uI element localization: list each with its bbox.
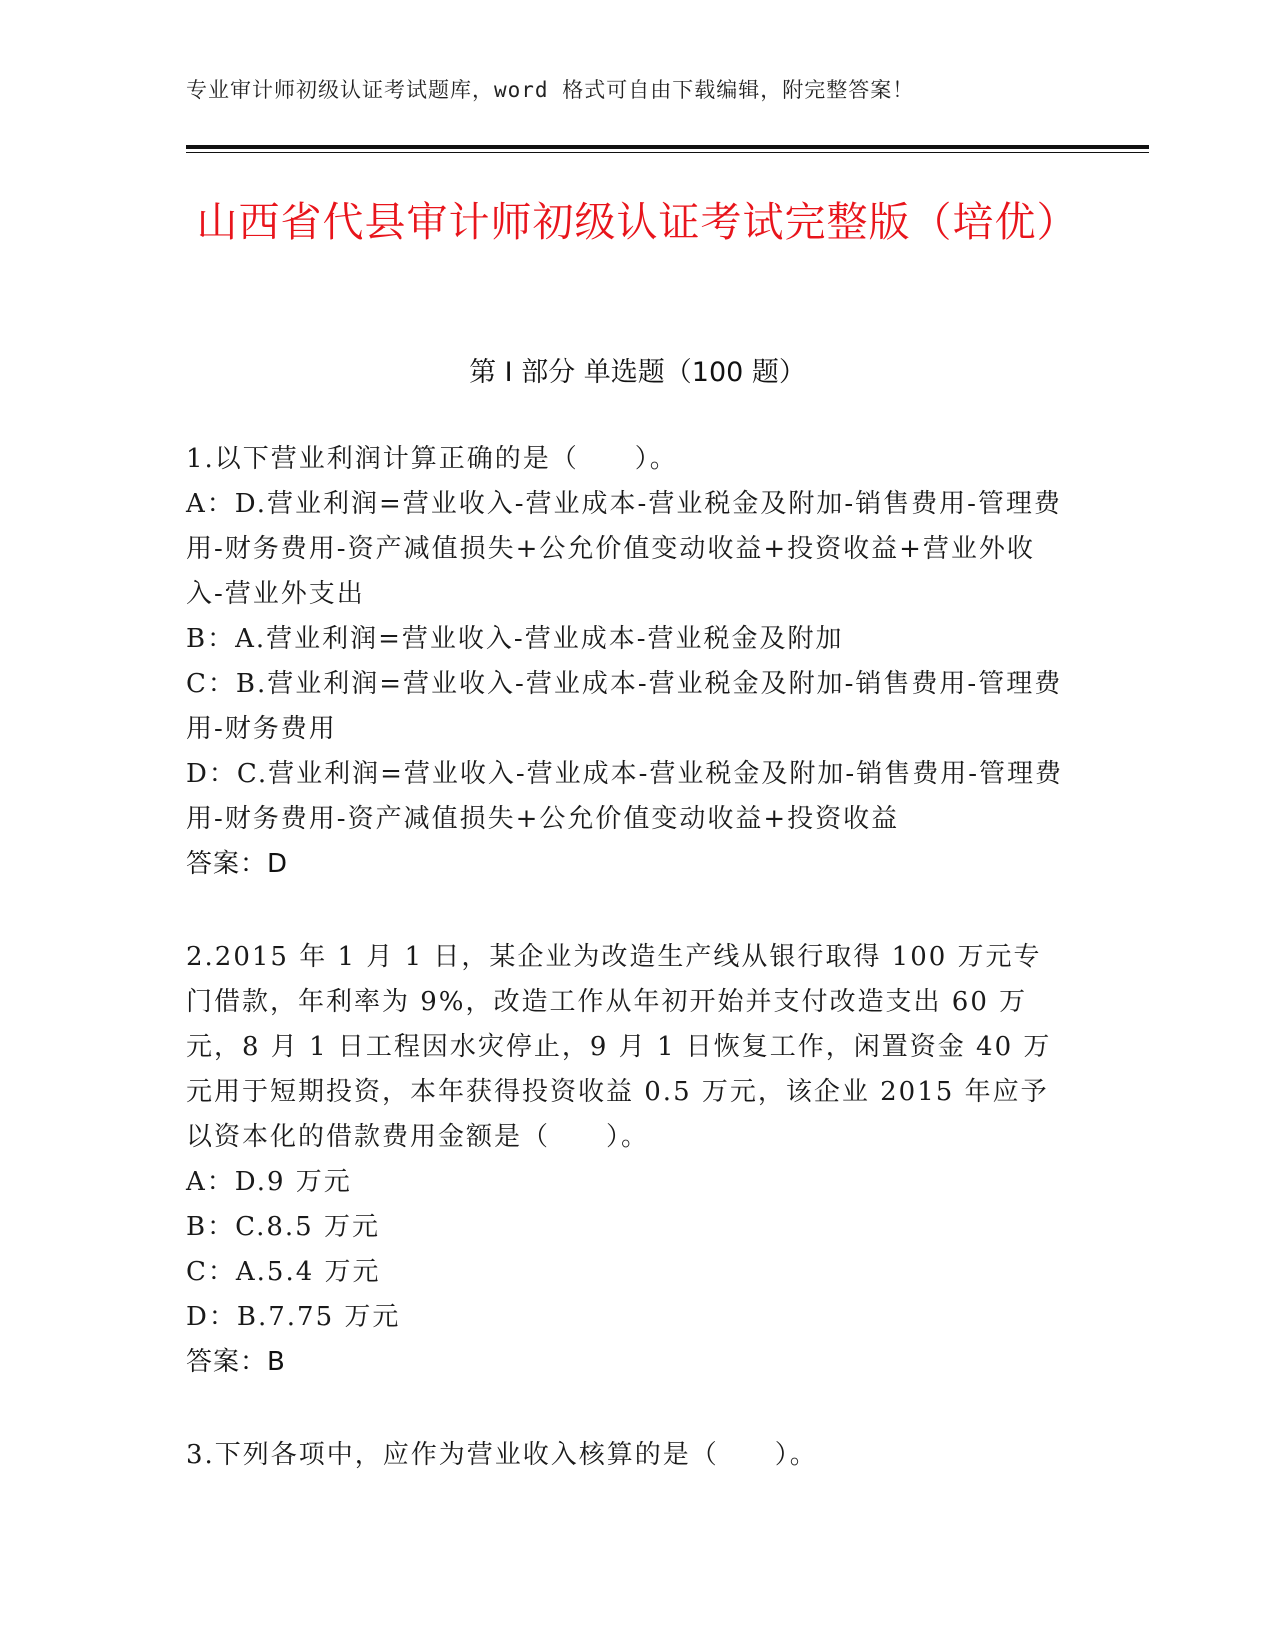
option-d: D：C.营业利润=营业收入-营业成本-营业税金及附加-销售费用-管理费用-财务费用-资产减值损失+公允价值变动收益+投资收益 — [186, 759, 1064, 834]
option-d: D：B.7.75 万元 — [186, 1302, 401, 1332]
option-b: B：C.8.5 万元 — [186, 1212, 380, 1242]
option-a: A：D.9 万元 — [186, 1167, 352, 1197]
document-title: 山西省代县审计师初级认证考试完整版（培优） — [196, 198, 1079, 246]
question-stem: 3.下列各项中，应作为营业收入核算的是（ ）。 — [186, 1440, 818, 1470]
answer-label: 答案：D — [186, 849, 289, 879]
question-3 — [186, 1433, 1066, 1478]
question-list — [186, 437, 1066, 1526]
question-1 — [186, 437, 1066, 887]
section-heading: 第 I 部分 单选题（100 题） — [469, 357, 806, 388]
header-note: 专业审计师初级认证考试题库，word 格式可自由下载编辑，附完整答案！ — [186, 78, 915, 102]
header-divider-thin — [186, 152, 1149, 153]
answer-label: 答案：B — [186, 1347, 286, 1377]
option-a: A：D.营业利润=营业收入-营业成本-营业税金及附加-销售费用-管理费用-财务费用-资产减值损失+公允价值变动收益+投资收益+营业外收入-营业外支出 — [186, 489, 1062, 609]
header-divider — [186, 145, 1149, 149]
question-stem: 2.2015 年 1 月 1 日，某企业为改造生产线从银行取得 100 万元专门借款，年利率为 9%，改造工作从年初开始并支付改造支出 60 万元，8 月 1 日工程因水灾停止，9 月 1 日恢复工作，闲置资金 40 万元用于短期投资，本年获得投资收益 0.5 万元，该企业 2015 年应予以资本化的借款费用金额是（ ）。 — [186, 942, 1052, 1152]
question-2 — [186, 935, 1066, 1385]
option-c: C：A.5.4 万元 — [186, 1257, 381, 1287]
question-stem: 1.以下营业利润计算正确的是（ ）。 — [186, 444, 678, 474]
option-b: B：A.营业利润=营业收入-营业成本-营业税金及附加 — [186, 624, 844, 654]
option-c: C：B.营业利润=营业收入-营业成本-营业税金及附加-销售费用-管理费用-财务费用 — [186, 669, 1063, 744]
